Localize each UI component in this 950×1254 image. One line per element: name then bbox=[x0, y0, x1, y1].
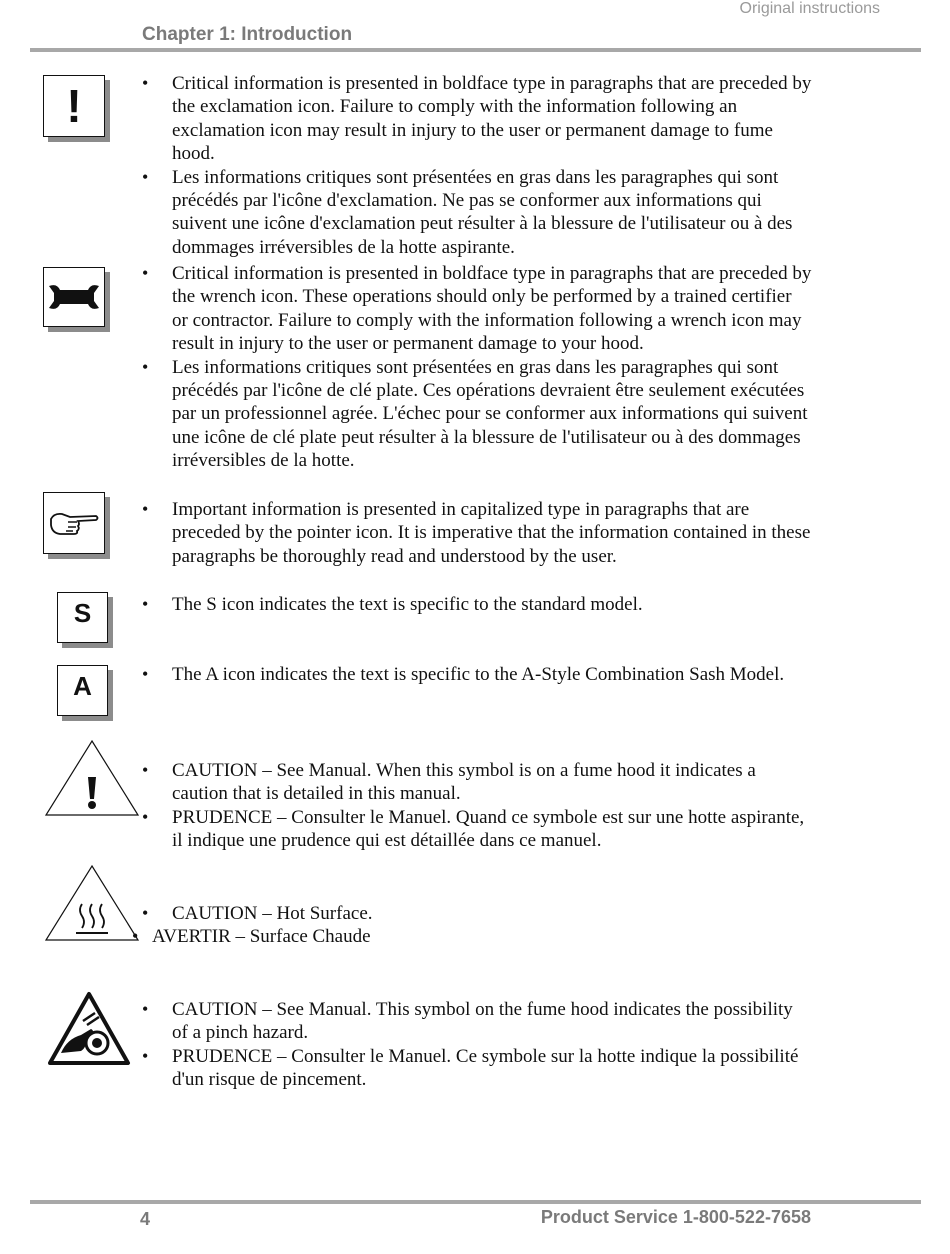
a-bullets bbox=[142, 663, 812, 686]
page-number: 4 bbox=[140, 1209, 151, 1229]
chapter-title: Chapter 1: Introduction bbox=[142, 24, 353, 45]
footer-rule bbox=[30, 1200, 921, 1204]
caution-manual-bullets bbox=[142, 759, 812, 853]
s-bullets bbox=[142, 593, 812, 616]
list-item: • Les informations critiques sont présentées en gras dans les paragraphes qui sont précédés par l'icône de clé plate. Ces opérations devraient être seulement exécutées par un professionnel agrée. L'échec pour se conformer aux informations qui suivent une icône de clé plate peut résulter à la blessure de l'utilisateur ou à des dommages irréversibles de la hotte. bbox=[142, 356, 812, 473]
wrench-bullets bbox=[142, 262, 812, 473]
caution-triangle-icon bbox=[44, 739, 140, 819]
pinch-hazard-icon bbox=[47, 991, 131, 1067]
list-item: • Critical information is presented in boldface type in paragraphs that are preceded by the wrench icon. These operations should only be performed by a trained certifier or contractor. Failure to comply with the information following a wrench icon may result in injury to the user or permanent damage to your hood. bbox=[142, 262, 812, 356]
list-item: • PRUDENCE – Consulter le Manuel. Quand ce symbole est sur une hotte aspirante, il indique une prudence qui est détaillée dans ce manuel. bbox=[142, 806, 812, 853]
pointer-bullets bbox=[142, 498, 812, 568]
exclamation-icon: ! bbox=[43, 75, 105, 137]
s-letter-icon: S bbox=[57, 592, 108, 643]
hot-surface-bullets bbox=[142, 902, 812, 949]
hot-surface-icon bbox=[44, 864, 140, 944]
product-service-phone: Product Service 1-800-522-7658 bbox=[540, 1207, 811, 1227]
list-item: • PRUDENCE – Consulter le Manuel. Ce symbole sur la hotte indique la possibilité d'un risque de pincement. bbox=[142, 1045, 812, 1092]
list-item: • CAUTION – See Manual. When this symbol is on a fume hood it indicates a caution that is detailed in this manual. bbox=[142, 759, 812, 806]
exclamation-bullets bbox=[142, 72, 812, 259]
header-rule bbox=[30, 48, 921, 52]
list-item: • Important information is presented in capitalized type in paragraphs that are preceded by the pointer icon. It is imperative that the information contained in these paragraphs be thoroughly read and understood by the user. bbox=[142, 498, 812, 568]
original-instructions-note: Original instructions bbox=[739, 0, 880, 17]
list-item: • The A icon indicates the text is specific to the A-Style Combination Sash Model. bbox=[142, 663, 812, 686]
pinch-bullets bbox=[142, 998, 812, 1092]
list-item: • The S icon indicates the text is specific to the standard model. bbox=[142, 593, 812, 616]
wrench-icon bbox=[43, 267, 105, 327]
list-item: • Les informations critiques sont présentées en gras dans les paragraphes qui sont précédés par l'icône d'exclamation. Ne pas se conformer aux informations qui suivent une icône d'exclamation peut résulter à la blessure de l'utilisateur ou à des dommages irréversibles de la hotte aspirante. bbox=[142, 166, 812, 260]
list-item: • Critical information is presented in boldface type in paragraphs that are preceded by the exclamation icon. Failure to comply with the information following an exclamation icon may result in injury to the user or permanent damage to fume hood. bbox=[142, 72, 812, 166]
pointing-hand-icon bbox=[43, 492, 105, 554]
a-letter-icon: A bbox=[57, 665, 108, 716]
list-item: • CAUTION – Hot Surface. bbox=[142, 902, 812, 925]
list-item: • CAUTION – See Manual. This symbol on the fume hood indicates the possibility of a pinch hazard. bbox=[142, 998, 812, 1045]
list-item: • AVERTIR – Surface Chaude bbox=[132, 925, 792, 948]
